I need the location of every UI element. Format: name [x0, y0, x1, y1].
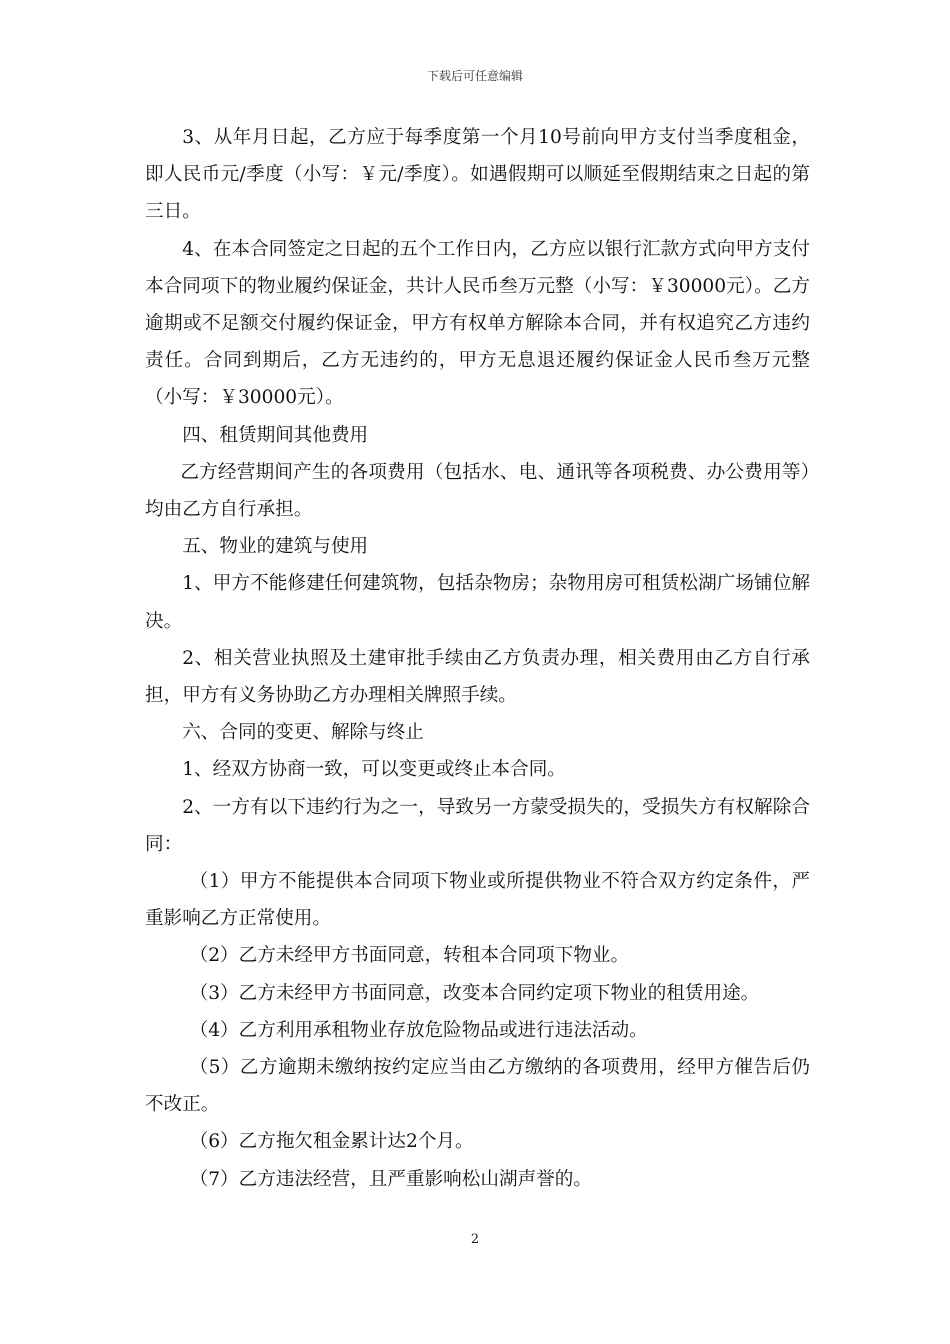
breach-item-4: （4）乙方利用承租物业存放危险物品或进行违法活动。	[189, 1019, 648, 1041]
page-header: 下载后可任意编辑	[426, 69, 523, 83]
breach-item-3: （3）乙方未经甲方书面同意，改变本合同约定项下物业的租赁用途。	[189, 982, 760, 1004]
breach-item-7: （7）乙方违法经营，且严重影响松山湖声誉的。	[189, 1168, 592, 1190]
section-6-item-1: 1、经双方协商一致，可以变更或终止本合同。	[182, 759, 566, 781]
section-5-item-1: 1、甲方不能修建任何建筑物，包括杂物房；杂物用房可租赁松湖广场铺位解决。	[145, 573, 810, 632]
document-body	[145, 119, 810, 1198]
section-6-item-2: 2、一方有以下违约行为之一，导致另一方蒙受损失的，受损失方有权解除合同：	[145, 796, 810, 855]
clause-4-deposit: 4、在本合同签定之日起的五个工作日内，乙方应以银行汇款方式向甲方支付本合同项下的物业履约保证金，共计人民币叁万元整（小写：￥30000元）。乙方逾期或不足额交付履约保证金，甲方有权单方解除本合同，并有权追究乙方违约责任。合同到期后，乙方无违约的，甲方无息退还履约保证金人民币叁万元整（小写：￥30000元）。	[145, 238, 810, 409]
section-heading-4: 四、租赁期间其他费用	[182, 424, 369, 446]
breach-item-2: （2）乙方未经甲方书面同意，转租本合同项下物业。	[189, 945, 630, 967]
section-heading-5: 五、物业的建筑与使用	[182, 536, 369, 558]
section-5-item-2: 2、相关营业执照及土建审批手续由乙方负责办理，相关费用由乙方自行承担，甲方有义务协助乙方办理相关牌照手续。	[145, 647, 810, 707]
section-heading-6: 六、合同的变更、解除与终止	[182, 722, 424, 744]
breach-item-1: （1）甲方不能提供本合同项下物业或所提供物业不符合双方约定条件，严重影响乙方正常使用。	[145, 871, 810, 930]
page-number: 2	[470, 1232, 480, 1247]
section-4-body: 乙方经营期间产生的各项费用（包括水、电、通讯等各项税费、办公费用等）均由乙方自行承担。	[145, 461, 810, 521]
breach-item-6: （6）乙方拖欠租金累计达2个月。	[189, 1131, 474, 1153]
breach-item-5: （5）乙方逾期未缴纳按约定应当由乙方缴纳的各项费用，经甲方催告后仍不改正。	[145, 1057, 810, 1116]
clause-3-rent-payment: 3、从年月日起，乙方应于每季度第一个月10号前向甲方支付当季度租金，即人民币元/季度（小写：￥元/季度）。如遇假期可以顺延至假期结束之日起的第三日。	[145, 127, 810, 223]
